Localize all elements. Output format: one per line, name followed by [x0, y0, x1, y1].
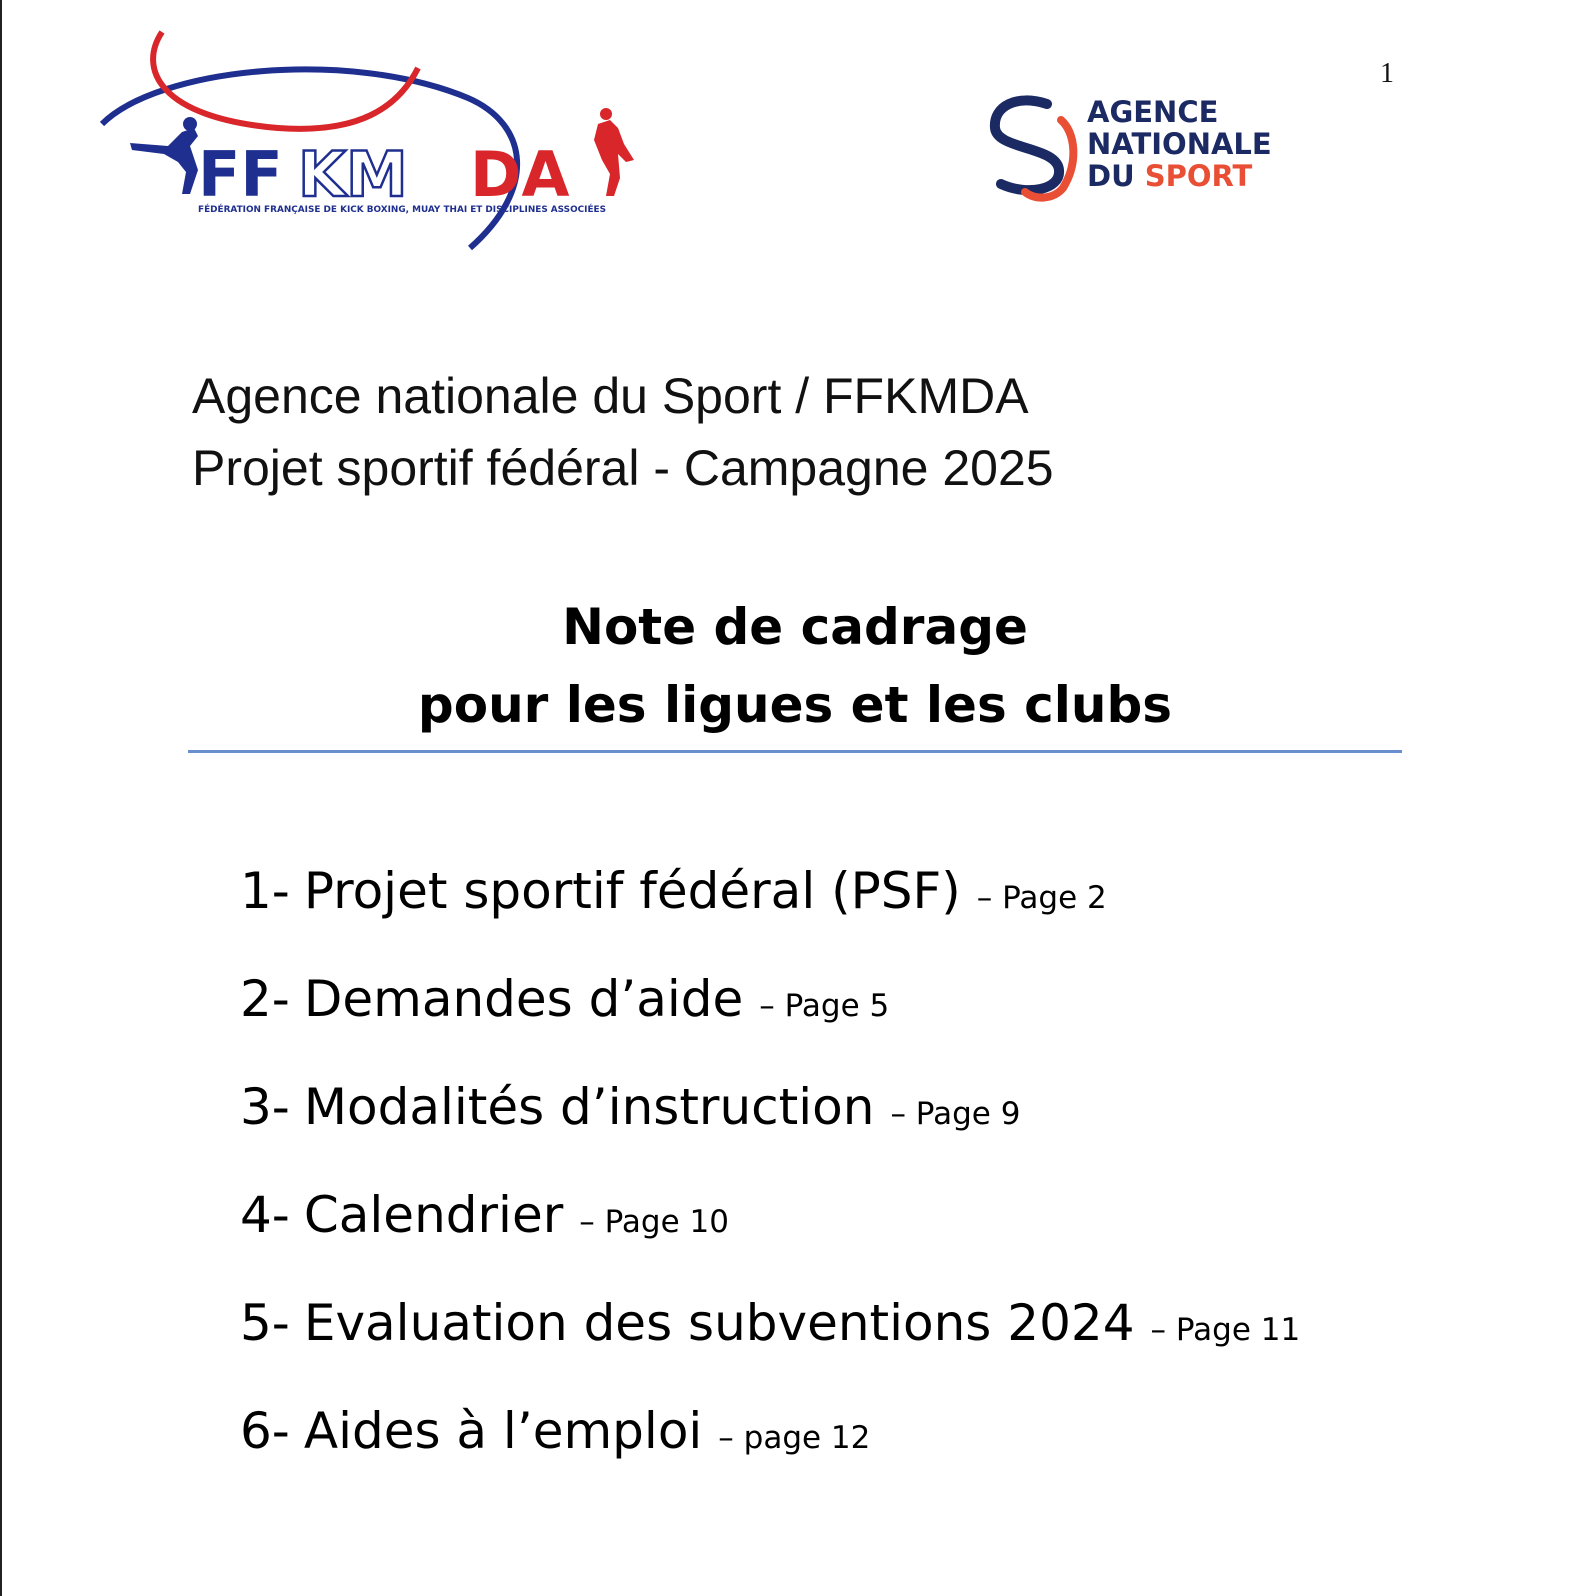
- toc-page-ref: – Page 9: [890, 1096, 1021, 1132]
- toc-number: 6-: [240, 1402, 290, 1460]
- toc-item: [240, 1294, 1300, 1402]
- toc-number: 3-: [240, 1078, 290, 1136]
- toc-number: 1-: [240, 862, 290, 920]
- toc-page-ref: – Page 5: [759, 988, 890, 1024]
- document-title: [188, 588, 1402, 744]
- svg-text:NATIONALE: NATIONALE: [1087, 127, 1272, 161]
- toc-item: [240, 1186, 1300, 1294]
- header-line-1: Agence nationale du Sport / FFKMDA: [192, 368, 1029, 424]
- svg-text:FF: FF: [198, 138, 283, 211]
- toc-label: Evaluation des subventions 2024: [303, 1294, 1135, 1352]
- header-line-2: Projet sportif fédéral - Campagne 2025: [192, 440, 1054, 496]
- svg-text:AGENCE: AGENCE: [1087, 95, 1219, 129]
- toc-number: 2-: [240, 970, 290, 1028]
- toc-page-ref: – Page 10: [579, 1204, 729, 1240]
- toc-page-ref: – Page 2: [976, 880, 1107, 916]
- document-header: [192, 360, 1054, 504]
- title-line-1: Note de cadrage: [562, 598, 1028, 656]
- toc-number: 4-: [240, 1186, 290, 1244]
- toc-page-ref: – page 12: [718, 1420, 871, 1456]
- svg-text:DU SPORT: DU SPORT: [1087, 159, 1253, 193]
- toc-label: Aides à l’emploi: [303, 1402, 703, 1460]
- toc-label: Modalités d’instruction: [303, 1078, 875, 1136]
- toc-page-ref: – Page 11: [1150, 1312, 1301, 1348]
- svg-text:DA: DA: [470, 138, 570, 211]
- ans-logo: [987, 92, 1287, 202]
- table-of-contents: [240, 862, 1300, 1510]
- svg-text:FÉDÉRATION FRANÇAISE DE KICK B: FÉDÉRATION FRANÇAISE DE KICK BOXING, MUAY THAI ET DISCIPLINES ASSOCIÉES: [198, 205, 593, 215]
- page-number: 1: [1380, 58, 1394, 89]
- ffkmda-logo: [98, 28, 658, 258]
- toc-label: Demandes d’aide: [303, 970, 744, 1028]
- svg-text:KM: KM: [298, 138, 408, 211]
- toc-item: [240, 862, 1300, 970]
- toc-label: Calendrier: [303, 1186, 564, 1244]
- toc-item: [240, 1078, 1300, 1186]
- toc-number: 5-: [240, 1294, 290, 1352]
- title-divider: [188, 750, 1402, 753]
- title-line-2: pour les ligues et les clubs: [417, 676, 1173, 734]
- toc-label: Projet sportif fédéral (PSF): [303, 862, 961, 920]
- toc-item: [240, 1402, 1300, 1510]
- toc-item: [240, 970, 1300, 1078]
